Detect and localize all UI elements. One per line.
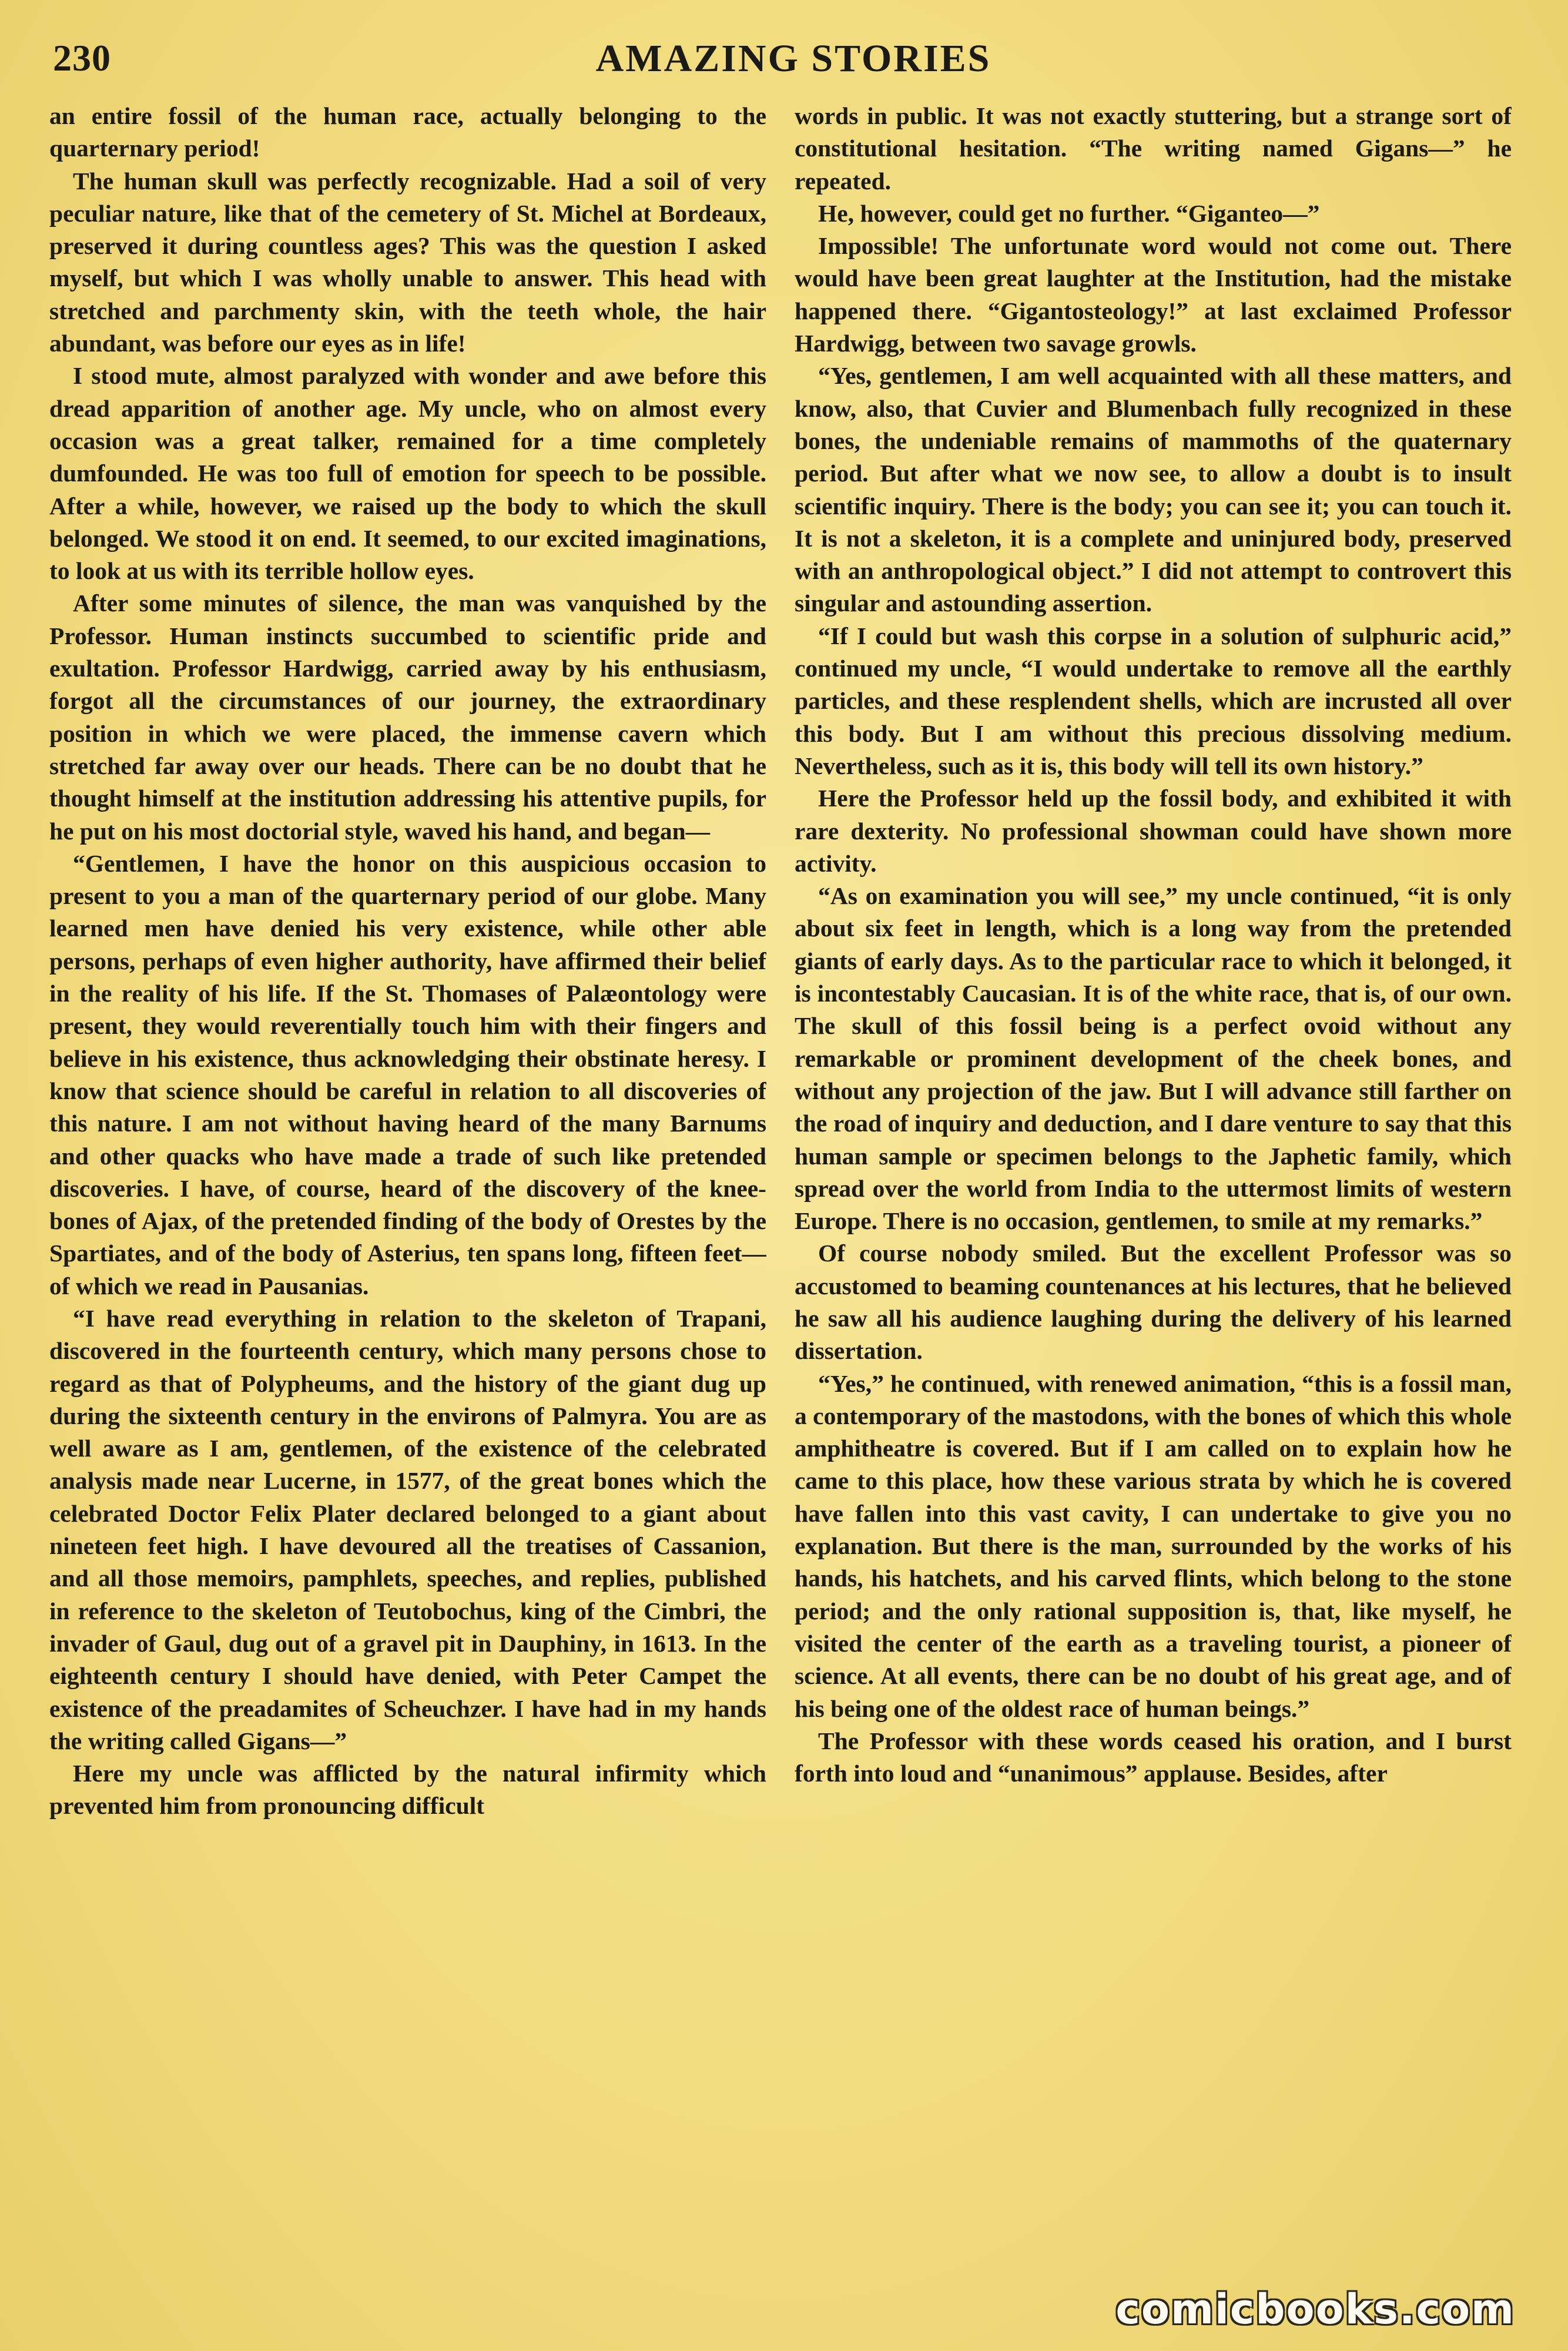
paragraph: Here the Professor held up the fossil body, and exhibited it with rare dexterity. No professional showman could have shown more activity. [795,785,1512,877]
paragraph: an entire fossil of the human race, actually belonging to the quarternary period! [49,102,766,162]
site-watermark: comicbooks.com [1115,2285,1515,2333]
running-head [53,36,1534,89]
paragraph: “I have read everything in relation to the skeleton of Trapani, discovered in the fourteenth century, which many persons chose to regard as that of Polypheums, and the history of the giant dug up during the sixteenth century in the environs of Palmyra. You are as well aware as I am, gentlemen, of the existence of the celebrated analysis made near Lucerne, in 1577, of the great bones which the celebrated Doctor Felix Plater declared belonged to a giant about nineteen feet high. I have devoured all the treatises of Cassanion, and all those memoirs, pamphlets, speeches, and replies, published in reference to the skeleton of Teutobochus, king of the Cimbri, the invader of Gaul, dug out of a gravel pit in Dauphiny, in 1613. In the eighteenth century I should have denied, with Peter Campet the existence of the preadamites of Scheuchzer. I have had in my hands the writing called Gigans—” [49,1304,766,1754]
paragraph: words in public. It was not exactly stuttering, but a strange sort of constitutional hesitation. “The writing named Gigans—” he repeated. [795,102,1512,195]
paragraph: The Professor with these words ceased his oration, and I burst forth into loud and “unanimous” applause. Besides, after [795,1727,1512,1787]
paragraph: “If I could but wash this corpse in a solution of sulphuric acid,” continued my uncle, “I would undertake to remove all the earthly particles, and these resplendent shells, which are incrusted all over this body. But I am without this precious dissolving medium. Nevertheless, such as it is, this body will tell its own history.” [795,622,1512,779]
paragraph: Of course nobody smiled. But the excellent Professor was so accustomed to beaming countenances at his lectures, that he believed he saw all his audience laughing during the delivery of his learned dissertation. [795,1240,1512,1365]
right-column [795,100,1512,2327]
paragraph: Here my uncle was afflicted by the natural infirmity which prevented him from pronouncing difficult [49,1760,766,1820]
magazine-title: AMAZING STORIES [595,37,991,80]
paragraph: “Yes, gentlemen, I am well acquainted with all these matters, and know, also, that Cuvier and Blumenbach fully recognized in these bones, the undeniable remains of mammoths of the quaternary period. But after what we now see, to allow a doubt is to insult scientific inquiry. There is the body; you can see it; you can touch it. It is not a skeleton, it is a complete and uninjured body, preserved with an anthropological object.” I did not attempt to controvert this singular and astounding assertion. [795,362,1512,617]
paragraph: The human skull was perfectly recognizable. Had a soil of very peculiar nature, like that of the cemetery of St. Michel at Bordeaux, preserved it during countless ages? This was the question I asked myself, but which I was wholly unable to answer. This head with stretched and parchmenty skin, with the teeth whole, the hair abundant, was before our eyes as in life! [49,167,766,357]
paragraph: After some minutes of silence, the man was vanquished by the Professor. Human instincts succumbed to scientific pride and exultation. Professor Hardwigg, carried away by his enthusiasm, forgot all the circumstances of our journey, the extraordinary position in which we were placed, the immense cavern which stretched far away over our heads. There can be no doubt that he thought himself at the institution addressing his attentive pupils, for he put on his most doctorial style, waved his hand, and began— [49,590,766,845]
paragraph: “As on examination you will see,” my uncle continued, “it is only about six feet in length, which is a long way from the pretended giants of early days. As to the particular race to which it belonged, it is incontestably Caucasian. It is of the white race, that is, of our own. The skull of this fossil being is a perfect ovoid without any remarkable or prominent development of the cheek bones, and without any projection of the jaw. But I will advance still farther on the road of inquiry and deduction, and I dare venture to say that this human sample or specimen belongs to the Japhetic family, which spread over the world from India to the uttermost limits of western Europe. There is no occasion, gentlemen, to smile at my remarks.” [795,882,1512,1235]
page-number: 230 [53,37,111,79]
paragraph: “Yes,” he continued, with renewed animation, “this is a fossil man, a contemporary of the mastodons, with the bones of which this whole amphitheatre is covered. But if I am called on to explain how he came to this place, how these various strata by which he is covered have fallen into this vast cavity, I can undertake to give you no explanation. But there is the man, surrounded by the works of his hands, his hatchets, and his carved flints, which belong to the stone period; and the only rational supposition is, that, like myself, he visited the center of the earth as a traveling tourist, a pioneer of science. At all events, there can be no doubt of his great age, and of his being one of the oldest race of human beings.” [795,1369,1512,1722]
paragraph: Impossible! The unfortunate word would not come out. There would have been great laughter at the Institution, had the mistake happened there. “Gigantosteology!” at last exclaimed Professor Hardwigg, between two savage growls. [795,232,1512,357]
left-column [49,100,766,2327]
paragraph: I stood mute, almost paralyzed with wonder and awe before this dread apparition of another age. My uncle, who on almost every occasion was a great talker, remained for a time completely dumfounded. He was too full of emotion for speech to be possible. After a while, however, we raised up the body to which the skull belonged. We stood it on end. It seemed, to our excited imaginations, to look at us with its terrible hollow eyes. [49,362,766,585]
paragraph: He, however, could get no further. “Giganteo—” [818,199,1320,227]
paragraph: “Gentlemen, I have the honor on this auspicious occasion to present to you a man of the quarternary period of our globe. Many learned men have denied his very existence, while other able persons, perhaps of even higher authority, have affirmed their belief in the reality of his life. If the St. Thomases of Palæontology were present, they would reverentially touch him with their fingers and believe in his existence, thus acknowledging their obstinate heresy. I know that science should be careful in relation to all discoveries of this nature. I am not without having heard of the many Barnums and other quacks who have made a trade of such like pretended discoveries. I have, of course, heard of the discovery of the knee-bones of Ajax, of the pretended finding of the body of Orestes by the Spartiates, and of the body of Asterius, ten spans long, fifteen feet—of which we read in Pausanias. [49,849,766,1300]
